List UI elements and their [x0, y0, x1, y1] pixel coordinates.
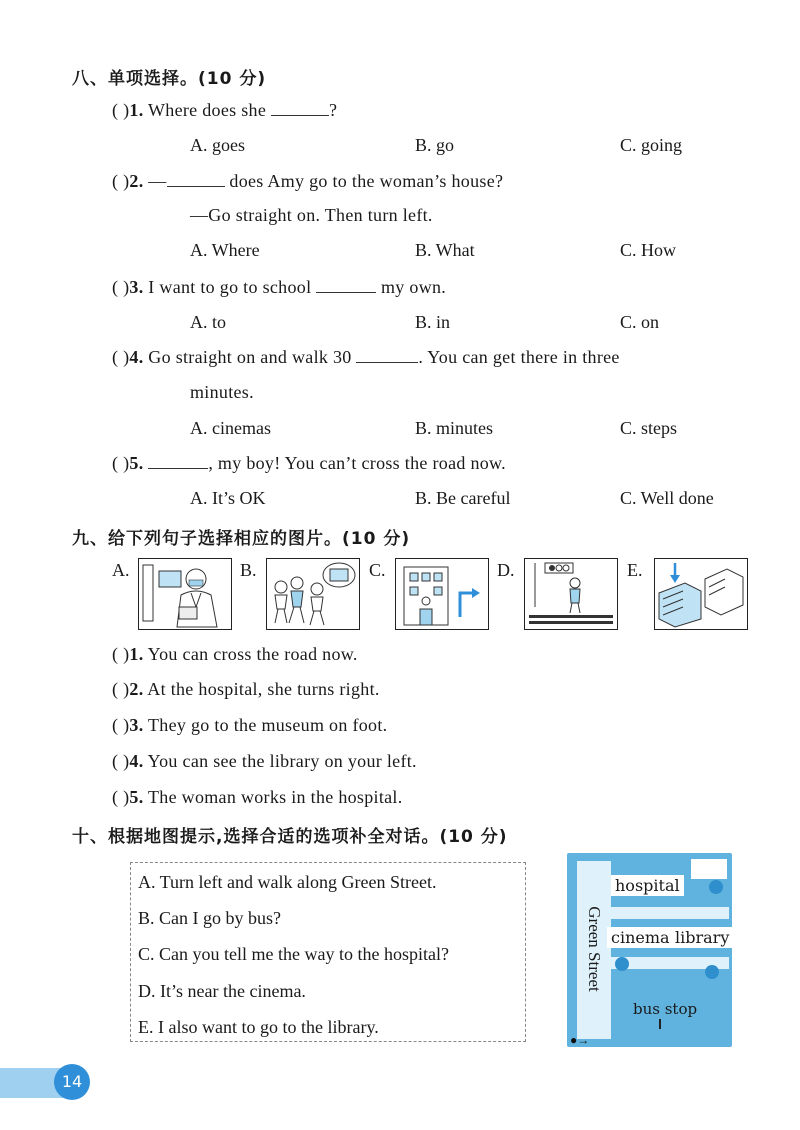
tree-icon: [705, 965, 719, 979]
tree-icon: [709, 880, 723, 894]
option-b: B. minutes: [415, 418, 494, 438]
option-c: C. Well done: [620, 488, 714, 508]
picture-label-e: E.: [627, 560, 643, 580]
answer-paren[interactable]: ( ): [112, 644, 130, 664]
answer-paren[interactable]: ( ): [112, 715, 130, 735]
option-a: A. It’s OK: [190, 488, 266, 508]
option-a: A. goes: [190, 135, 245, 155]
picture-e-library-left[interactable]: [654, 558, 748, 630]
question-8-4: ( )4. Go straight on and walk 30 . You can get there in three: [112, 347, 620, 367]
dialog-option-d: D. It’s near the cinema.: [138, 981, 306, 1001]
answer-paren[interactable]: ( ): [112, 171, 130, 191]
answer-paren[interactable]: ( ): [112, 751, 130, 771]
cinema-label: cinema: [607, 927, 674, 948]
library-label: library: [671, 927, 733, 948]
sentence-9-4: ( )4. You can see the library on your left.: [112, 751, 417, 771]
sentence-9-3: ( )3. They go to the museum on foot.: [112, 715, 388, 735]
dialog-option-c: C. Can you tell me the way to the hospital?: [138, 944, 449, 964]
picture-c-hospital-turn-right[interactable]: [395, 558, 489, 630]
picture-label-a: A.: [112, 560, 130, 580]
answer-paren[interactable]: ( ): [112, 277, 130, 297]
question-8-2-reply: —Go straight on. Then turn left.: [190, 205, 433, 225]
tree-icon: [615, 957, 629, 971]
answer-paren[interactable]: ( ): [112, 347, 130, 367]
picture-label-c: C.: [369, 560, 386, 580]
option-b: B. Be careful: [415, 488, 511, 508]
section-9-heading: 九、给下列句子选择相应的图片。(10 分): [72, 529, 411, 549]
question-8-1: ( )1. Where does she ?: [112, 100, 338, 120]
picture-label-d: D.: [497, 560, 515, 580]
option-b: B. in: [415, 312, 451, 332]
option-c: C. How: [620, 240, 677, 260]
hospital-label: hospital: [611, 875, 684, 896]
option-b: B. go: [415, 135, 455, 155]
option-a: A. Where: [190, 240, 260, 260]
sentence-9-1: ( )1. You can cross the road now.: [112, 644, 358, 664]
answer-blank: [148, 454, 208, 469]
answer-paren[interactable]: ( ): [112, 453, 130, 473]
picture-b-walking[interactable]: [266, 558, 360, 630]
answer-paren[interactable]: ( ): [112, 100, 130, 120]
option-c: C. steps: [620, 418, 678, 438]
answer-blank: [271, 101, 329, 116]
sentence-9-2: ( )2. At the hospital, she turns right.: [112, 679, 380, 699]
answer-blank: [167, 172, 225, 187]
answer-blank: [316, 278, 376, 293]
bus-stop-pole: [659, 1019, 661, 1029]
dialog-option-a: A. Turn left and walk along Green Street.: [138, 872, 437, 892]
question-8-2: ( )2. — does Amy go to the woman’s house?: [112, 171, 504, 191]
answer-blank: [356, 348, 418, 363]
answer-paren[interactable]: ( ): [112, 679, 130, 699]
picture-label-b: B.: [240, 560, 257, 580]
question-8-4-cont: minutes.: [190, 382, 254, 402]
question-8-5: ( )5. , my boy! You can’t cross the road now.: [112, 453, 506, 473]
you-are-here-icon: ●→: [570, 1033, 590, 1047]
option-a: A. to: [190, 312, 226, 332]
question-8-3: ( )3. I want to go to school my own.: [112, 277, 447, 297]
page-number: 14: [54, 1064, 90, 1100]
option-b: B. What: [415, 240, 475, 260]
picture-a-doctor[interactable]: [138, 558, 232, 630]
green-street-label: Green Street: [585, 906, 604, 992]
option-a: A. cinemas: [190, 418, 271, 438]
section-8-heading: 八、单项选择。(10 分): [72, 69, 267, 89]
option-c: C. going: [620, 135, 683, 155]
dialog-option-e: E. I also want to go to the library.: [138, 1017, 379, 1037]
option-c: C. on: [620, 312, 660, 332]
sentence-9-5: ( )5. The woman works in the hospital.: [112, 787, 403, 807]
picture-d-crossing[interactable]: [524, 558, 618, 630]
answer-paren[interactable]: ( ): [112, 787, 130, 807]
section-10-heading: 十、根据地图提示,选择合适的选项补全对话。(10 分): [72, 827, 508, 847]
bus-stop-label: bus stop: [633, 1000, 698, 1018]
street-map: [567, 853, 732, 1047]
dialog-option-b: B. Can I go by bus?: [138, 908, 281, 928]
side-road-1: [611, 907, 729, 919]
hospital-block: [691, 859, 727, 879]
